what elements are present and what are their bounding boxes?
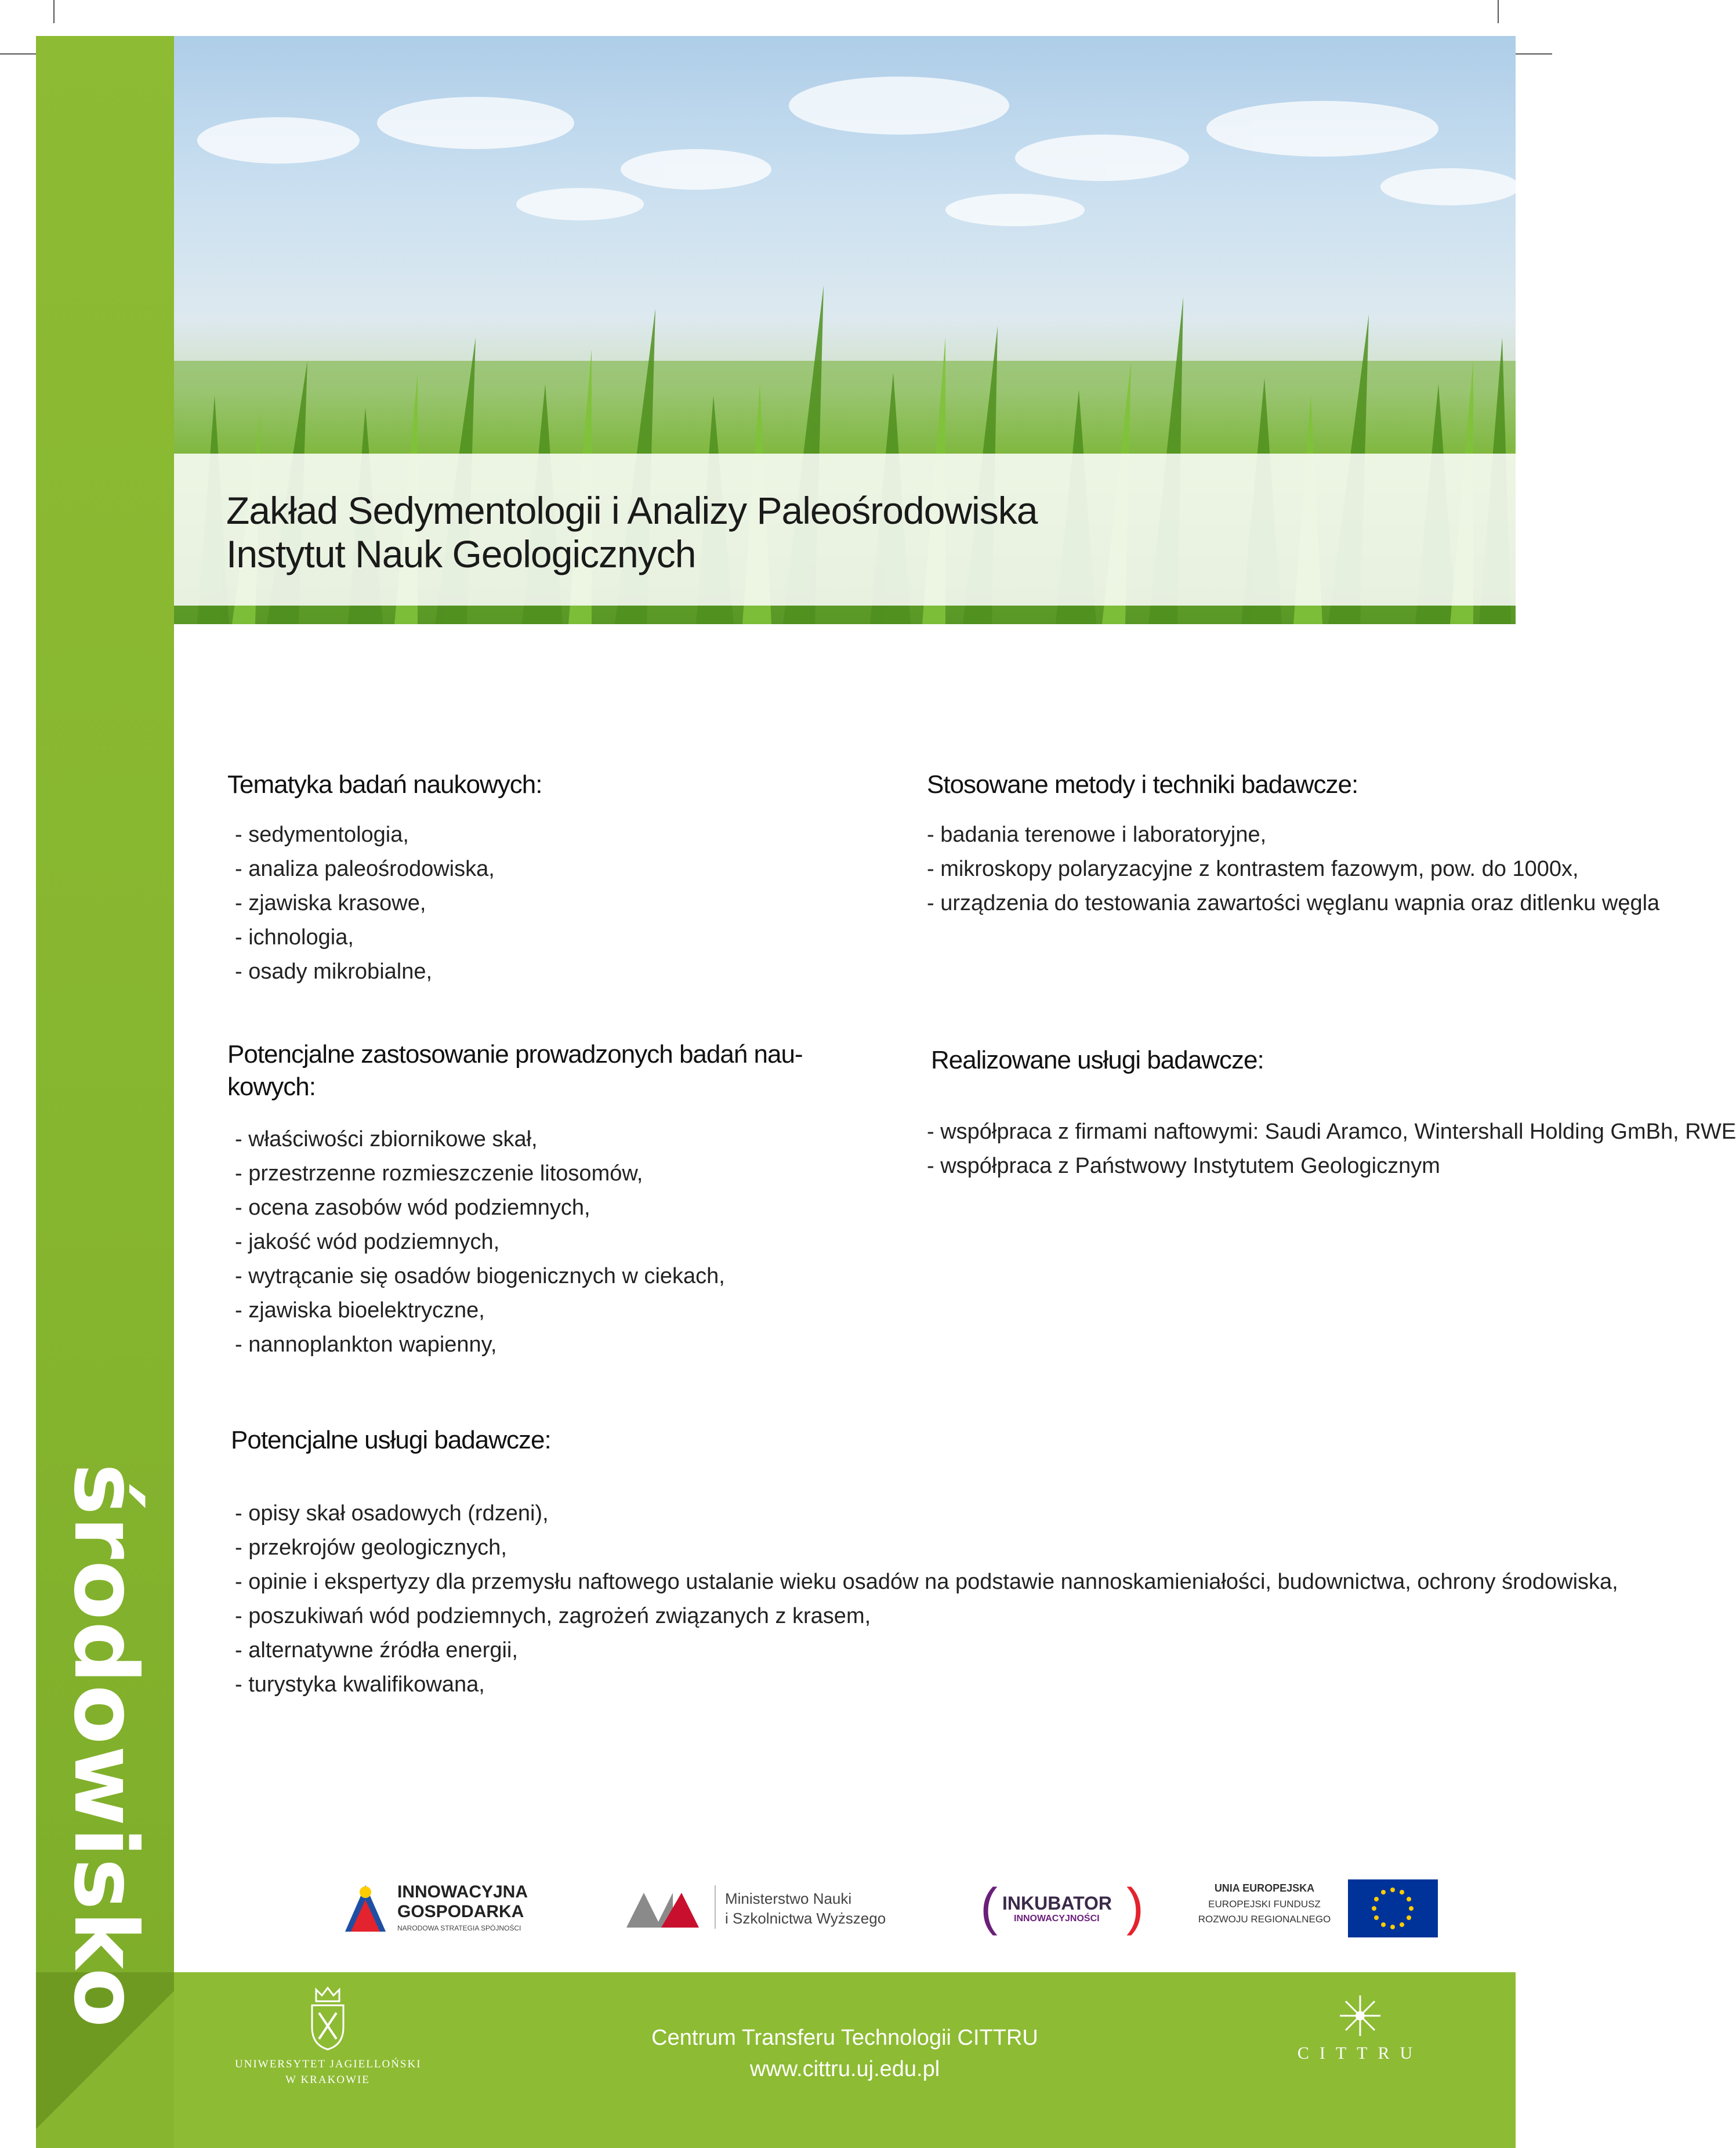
potential-applications-list: [235, 1122, 725, 1362]
list-item: - nannoplankton wapienny,: [235, 1332, 497, 1357]
list-item: - sedymentologia,: [235, 823, 409, 847]
inkubator-logo: [980, 1877, 1148, 1940]
crop-mark: [0, 53, 41, 55]
cittru-star-icon: [1337, 1993, 1383, 2039]
list-item: - alternatywne źródła energii,: [235, 1638, 518, 1662]
divider: [715, 1885, 716, 1929]
innowacyjna-emblem-icon: [339, 1879, 392, 1937]
fundusz-line: EUROPEJSKI FUNDUSZ: [1208, 1899, 1321, 1910]
list-item: - opisy skał osadowych (rdzeni),: [235, 1501, 549, 1526]
heading-realized-services: Realizowane usługi badawcze:: [931, 1046, 1264, 1074]
cittru-center-name: Centrum Transferu Technologii CITTRU: [651, 2026, 1038, 2050]
list-item: - współpraca z Państwowy Instytutem Geologicznym: [927, 1154, 1440, 1178]
list-item: - jakość wód podziemnych,: [235, 1230, 500, 1254]
title-strip: [174, 454, 1516, 606]
heading-potential-services: Potencjalne usługi badawcze:: [231, 1426, 551, 1454]
heading-methods: Stosowane metody i techniki badawcze:: [927, 770, 1358, 799]
list-item: - turystyka kwalifikowana,: [235, 1672, 485, 1697]
list-item: - osady mikrobialne,: [235, 959, 433, 984]
list-item: - właściwości zbiornikowe skał,: [235, 1127, 538, 1151]
cittru-website: www.cittru.uj.edu.pl: [749, 2057, 940, 2081]
list-item: - analiza paleośrodowiska,: [235, 857, 495, 881]
uj-line: UNIWERSYTET JAGIELLOŃSKI: [235, 2058, 422, 2070]
list-item: - wytrącanie się osadów biogenicznych w ciekach,: [235, 1264, 725, 1288]
potential-services-list: [235, 1497, 1618, 1702]
ministerstwo-logo: [626, 1885, 928, 1935]
ministerstwo-line: Ministerstwo Nauki: [725, 1890, 852, 1907]
department-title: Zakład Sedymentologii i Analizy Paleośrodowiska: [226, 489, 1038, 532]
list-item: - badania terenowe i laboratoryjne,: [927, 823, 1267, 847]
gospodarka-line: GOSPODARKA: [397, 1902, 524, 1921]
heading-potential-applications: [227, 1038, 803, 1103]
list-item: - przestrzenne rozmieszczenie litosomów,: [235, 1161, 643, 1186]
rozwoj-line: ROZWOJU REGIONALNEGO: [1198, 1914, 1331, 1925]
vertical-category-label: środowisko: [55, 1463, 155, 2029]
crop-mark: [53, 0, 55, 23]
eu-flag-icon: [1348, 1879, 1438, 1937]
cittru-logo: [1293, 1993, 1427, 2068]
hero-image: [174, 36, 1516, 624]
eu-logo: [1183, 1877, 1438, 1940]
ministerstwo-emblem-icon: [626, 1890, 702, 1930]
realized-services-list: [927, 1115, 1736, 1183]
crop-mark: [1512, 53, 1552, 55]
innowacyjna-gospodarka-logo: [339, 1877, 571, 1943]
list-item: - opinie i ekspertyzy dla przemysłu naftowego ustalanie wieku osadów na podstawie nannoskamieniałości, budownictwa, ochrony środowiska,: [235, 1570, 1618, 1594]
krakow-line: W KRAKOWIE: [285, 2074, 370, 2086]
list-item: - poszukiwań wód podziemnych, zagrożeń związanych z krasem,: [235, 1604, 871, 1628]
list-item: - mikroskopy polaryzacyjne z kontrastem fazowym, pow. do 1000x,: [927, 857, 1579, 881]
list-item: - urządzenia do testowania zawartości węglanu wapnia oraz ditlenku węgla: [927, 891, 1660, 915]
szkolnictwo-line: i Szkolnictwa Wyższego: [725, 1910, 886, 1927]
footer-bar: [174, 1972, 1516, 2148]
heading-research-topics: Tematyka badań naukowych:: [227, 770, 542, 799]
heading-line: Potencjalne zastosowanie prowadzonych badań nau-: [227, 1040, 803, 1068]
inkubator-line: INKUBATOR: [1002, 1893, 1112, 1914]
ue-line: UNIA EUROPEJSKA: [1214, 1882, 1315, 1894]
bracket-right-icon: ): [1126, 1878, 1144, 1936]
list-item: - zjawiska krasowe,: [235, 891, 426, 915]
heading-line: kowych:: [227, 1073, 316, 1101]
list-item: - ichnologia,: [235, 925, 354, 950]
list-item: - przekrojów geologicznych,: [235, 1535, 507, 1560]
cittru-wordmark: CITTRU: [1297, 2044, 1423, 2063]
institute-title: Instytut Nauk Geologicznych: [226, 533, 696, 575]
innowacyjnosci-line: INNOWACYJNOŚCI: [1014, 1914, 1100, 1924]
list-item: - ocena zasobów wód podziemnych,: [235, 1196, 590, 1220]
research-topics-list: [235, 818, 495, 989]
innowacyjna-line: INNOWACYJNA: [397, 1882, 528, 1901]
crop-mark: [1498, 0, 1499, 23]
list-item: - zjawiska bioelektryczne,: [235, 1298, 485, 1323]
methods-list: [927, 818, 1660, 921]
bracket-left-icon: (: [980, 1878, 998, 1936]
list-item: - współpraca z firmami naftowymi: Saudi Aramco, Wintershall Holding GmBh, RWE: [927, 1120, 1736, 1144]
strategia-line: NARODOWA STRATEGIA SPÓJNOŚCI: [397, 1924, 521, 1932]
